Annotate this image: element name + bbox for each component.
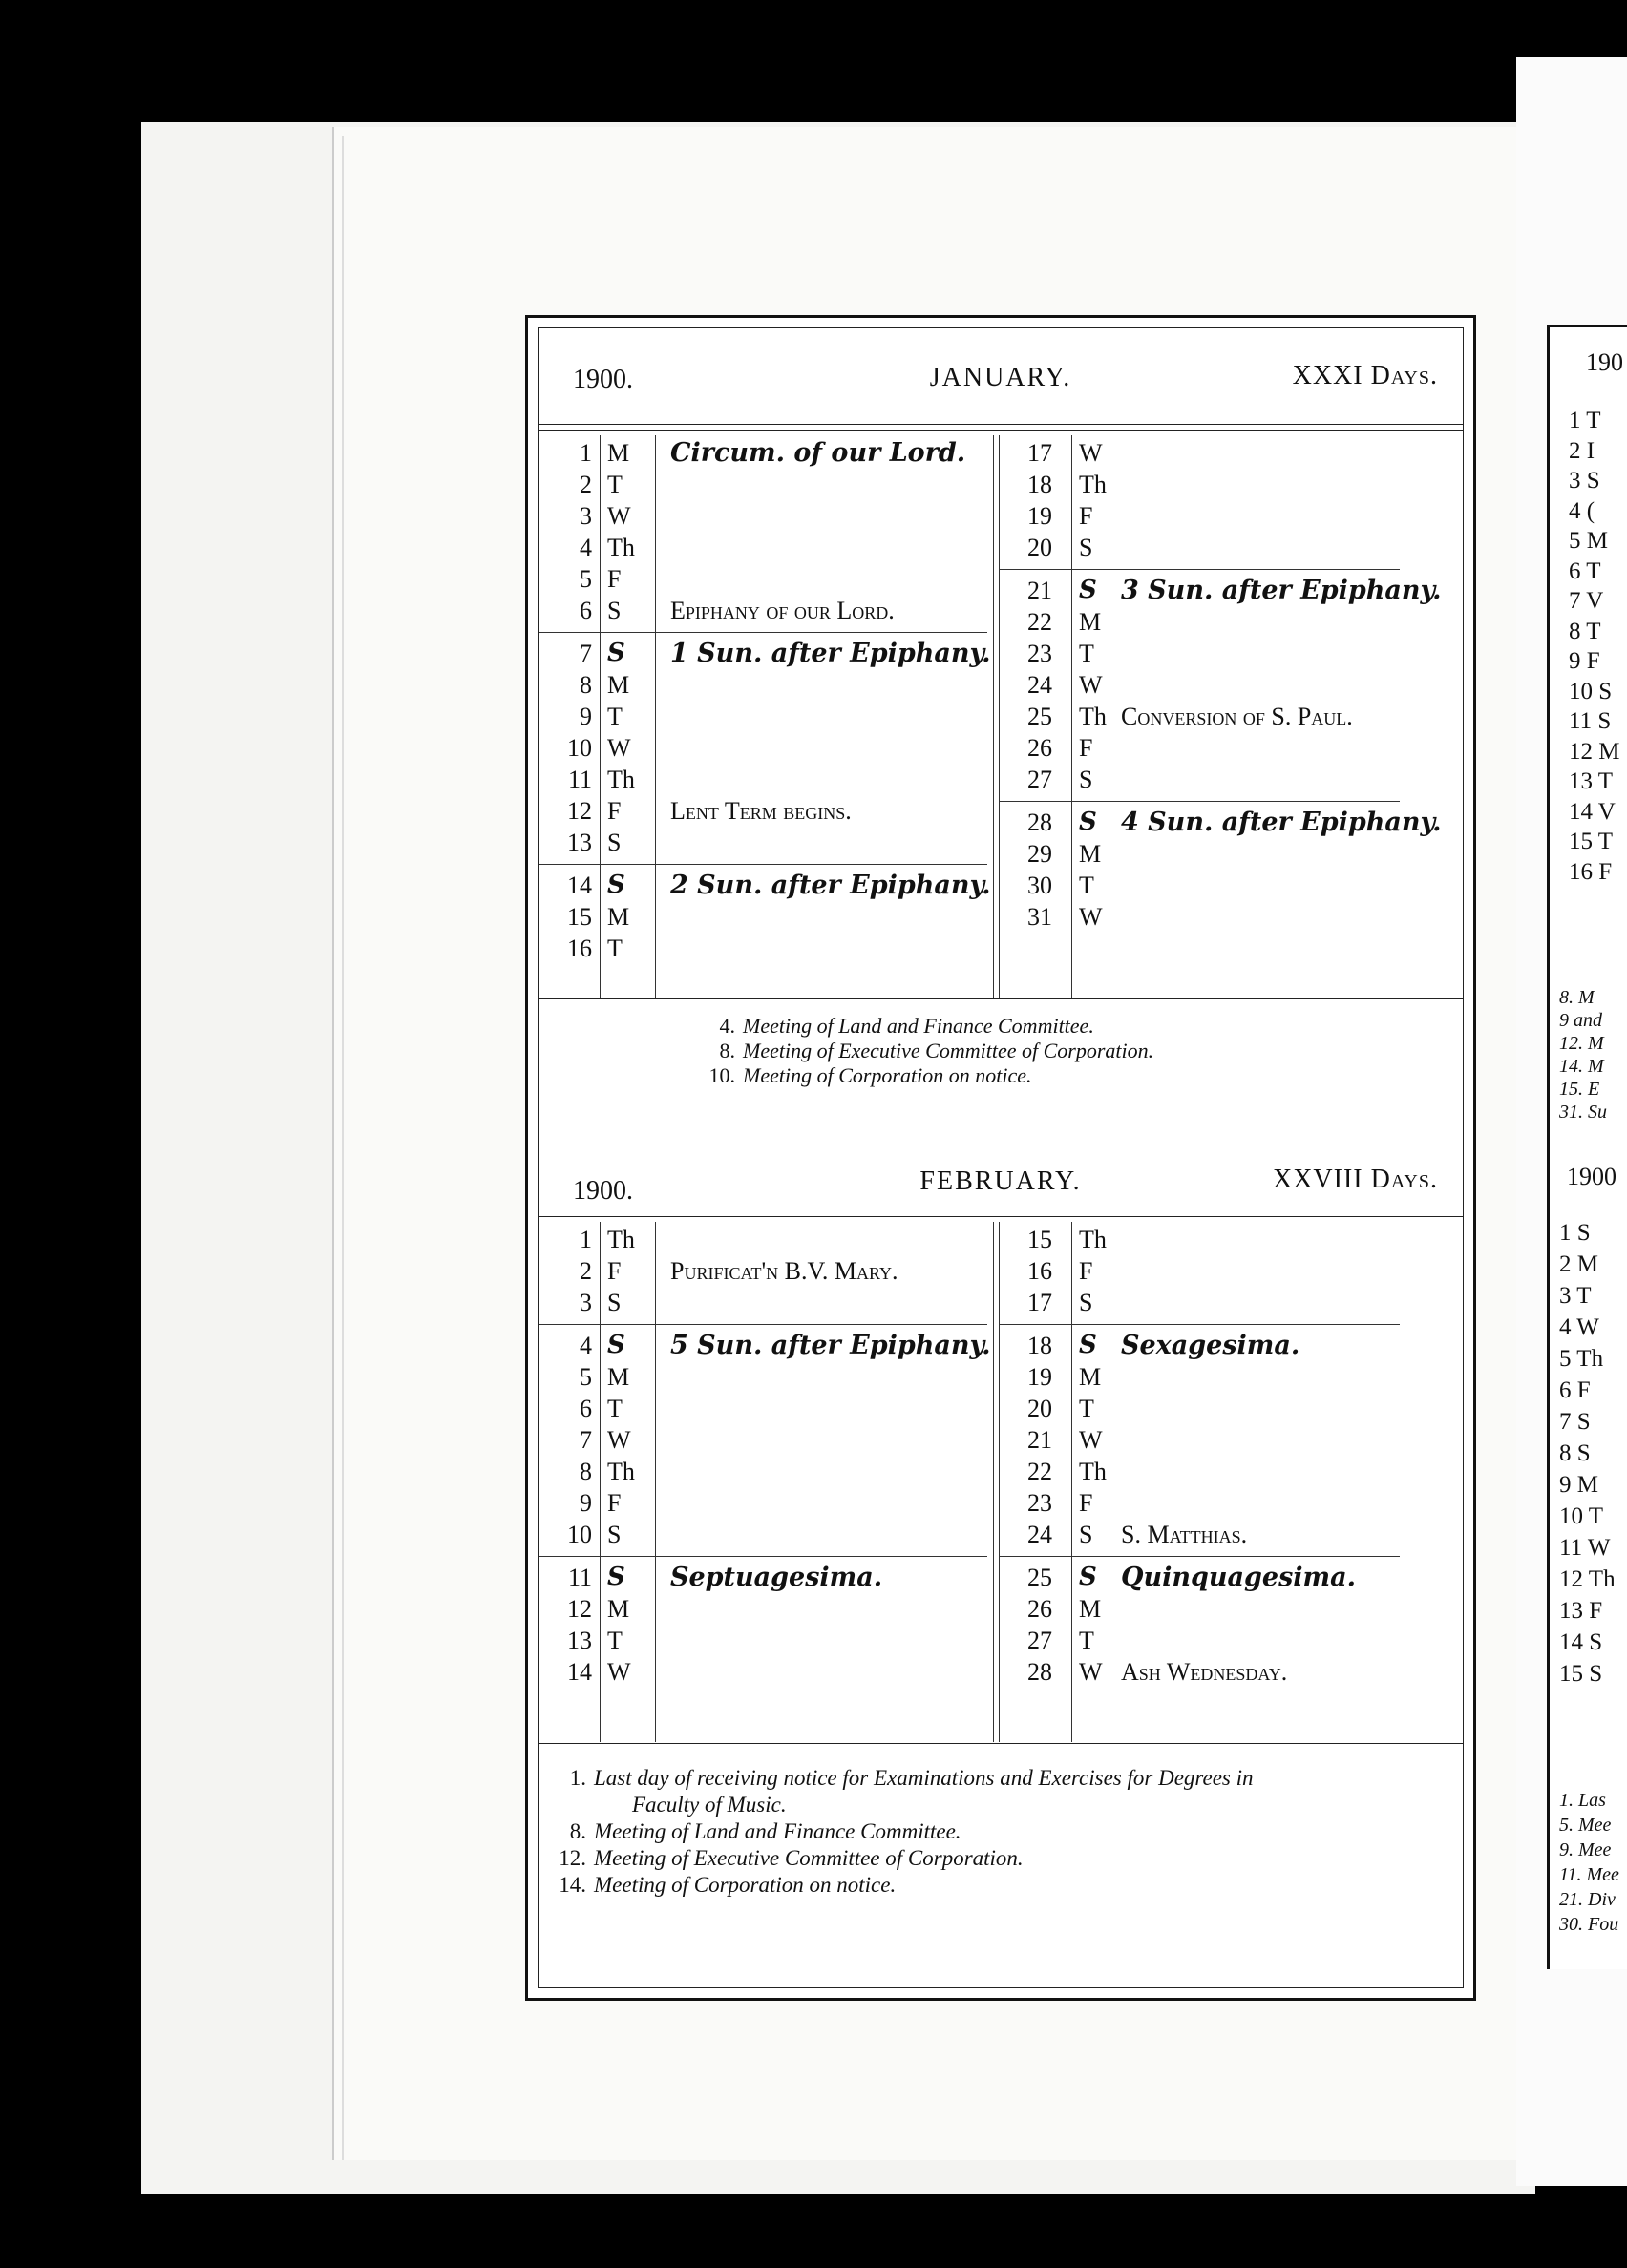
weekday: W	[607, 734, 631, 762]
facing-page-calendar	[1547, 325, 1627, 1969]
january-day-row	[539, 807, 1463, 838]
day-number: 16	[1027, 1257, 1052, 1285]
day-number: 27	[1027, 766, 1052, 793]
weekday: Th	[1079, 471, 1107, 498]
note-text: Faculty of Music.	[632, 1793, 787, 1816]
weekday: Th	[1079, 1458, 1107, 1485]
weekday: F	[1079, 1489, 1093, 1517]
day-number: 1	[580, 439, 592, 467]
weekday: F	[607, 565, 622, 593]
weekday: S	[607, 1521, 622, 1548]
note-number: 4.	[719, 1014, 735, 1038]
day-number: 28	[1027, 1658, 1052, 1686]
weekday: F	[1079, 1257, 1093, 1285]
february-days: XXVIII Days.	[1272, 1165, 1438, 1194]
day-event: 2 Sun. after Epiphany.	[670, 871, 991, 900]
weekday: W	[1079, 439, 1103, 467]
day-number: 29	[1027, 840, 1052, 868]
day-number: 10	[567, 734, 592, 762]
day-event: Ash Wednesday.	[1121, 1658, 1288, 1686]
weekday: S	[1079, 576, 1097, 604]
note-number: 14.	[559, 1873, 586, 1897]
note-text: Meeting of Corporation on notice.	[594, 1873, 897, 1897]
february-day-row	[539, 1361, 1463, 1393]
note-number: 1.	[569, 1766, 586, 1790]
note-text: Meeting of Corporation on notice.	[743, 1063, 1032, 1087]
february-day-row	[539, 1625, 1463, 1656]
facing-rows-1: 1 T 2 I 3 S 4 ( 5 M 6 T 7 V 8 T 9 F 10 S 11 S 12 M 13 T 14 V 15 T 16 F	[1569, 408, 1620, 885]
january-day-row	[539, 606, 1463, 638]
day-number: 16	[567, 934, 592, 962]
january-grid	[539, 435, 1463, 998]
january-days: XXXI Days.	[1292, 361, 1438, 390]
weekday: S	[607, 829, 622, 856]
day-event: Sexagesima.	[1121, 1331, 1300, 1360]
january-day-row	[539, 437, 1463, 469]
february-day-row	[539, 1224, 1463, 1255]
day-number: 3	[580, 1289, 592, 1316]
weekday: W	[607, 1426, 631, 1454]
note-line	[552, 1845, 1254, 1872]
february-day-row	[539, 1593, 1463, 1625]
weekday: Th	[607, 766, 635, 793]
day-event: Circum. of our Lord.	[670, 438, 966, 468]
note-line	[552, 1765, 1254, 1792]
day-number: 20	[1027, 1395, 1052, 1422]
january-header	[539, 355, 1463, 403]
february-notes	[552, 1765, 1254, 1899]
day-event: Epiphany of our Lord.	[670, 597, 895, 624]
day-number: 21	[1027, 577, 1052, 604]
weekday: T	[607, 934, 623, 962]
day-number: 24	[1027, 671, 1052, 699]
note-number: 8.	[569, 1819, 586, 1843]
weekday: S	[1079, 1289, 1093, 1316]
facing-notes-1: 8. M 9 and 12. M 14. M 15. E 31. Su	[1559, 987, 1607, 1123]
note-number: 10.	[708, 1063, 735, 1087]
day-number: 11	[567, 1564, 592, 1591]
day-number: 3	[580, 502, 592, 530]
day-number: 27	[1027, 1627, 1052, 1654]
weekday: F	[1079, 734, 1093, 762]
day-number: 11	[567, 766, 592, 793]
day-number: 8	[580, 671, 592, 699]
weekday: T	[1079, 640, 1094, 667]
day-number: 24	[1027, 1521, 1052, 1548]
note-text: Meeting of Land and Finance Committee.	[594, 1819, 961, 1843]
note-number: 8.	[719, 1039, 735, 1062]
day-number: 13	[567, 829, 592, 856]
day-number: 4	[580, 534, 592, 561]
february-day-row	[539, 1255, 1463, 1287]
weekday: W	[1079, 903, 1103, 931]
note-text: Last day of receiving notice for Examinations and Exercises for Degrees in	[594, 1766, 1254, 1790]
weekday: W	[1079, 671, 1103, 699]
january-day-row	[539, 532, 1463, 563]
january-day-row	[539, 764, 1463, 795]
day-number: 7	[580, 640, 592, 667]
february-year: 1900.	[573, 1176, 633, 1206]
february-month: FEBRUARY.	[919, 1166, 1082, 1196]
weekday: S	[1079, 534, 1093, 561]
weekday: S	[607, 1331, 625, 1359]
note-line	[701, 1039, 1153, 1063]
note-text: Meeting of Executive Committee of Corporation.	[594, 1846, 1024, 1870]
day-number: 28	[1027, 808, 1052, 836]
day-number: 8	[580, 1458, 592, 1485]
weekday: F	[607, 797, 622, 825]
day-number: 14	[567, 1658, 592, 1686]
day-number: 15	[1027, 1226, 1052, 1253]
january-day-row	[539, 933, 1463, 964]
january-month: JANUARY.	[929, 363, 1072, 392]
weekday: T	[607, 1395, 623, 1422]
february-day-row	[539, 1424, 1463, 1456]
day-number: 9	[580, 703, 592, 730]
day-number: 26	[1027, 734, 1052, 762]
day-number: 23	[1027, 640, 1052, 667]
weekday: M	[1079, 608, 1102, 636]
day-number: 25	[1027, 1564, 1052, 1591]
day-event: 1 Sun. after Epiphany.	[670, 639, 991, 668]
facing-header-2: 1900	[1567, 1163, 1616, 1190]
day-number: 18	[1027, 471, 1052, 498]
weekday: W	[1079, 1658, 1103, 1686]
january-day-row	[539, 870, 1463, 901]
day-number: 5	[580, 1363, 592, 1391]
weekday: T	[607, 1627, 623, 1654]
note-line	[552, 1792, 1254, 1818]
note-line	[701, 1063, 1153, 1088]
day-event: 4 Sun. after Epiphany.	[1121, 808, 1442, 837]
day-number: 12	[567, 797, 592, 825]
weekday: Th	[607, 1458, 635, 1485]
day-number: 10	[567, 1521, 592, 1548]
january-day-row	[539, 901, 1463, 933]
weekday: W	[607, 1658, 631, 1686]
note-text: Meeting of Land and Finance Committee.	[743, 1014, 1094, 1038]
weekday: S	[1079, 1331, 1097, 1359]
february-header	[539, 1159, 1463, 1207]
day-number: 7	[580, 1426, 592, 1454]
day-number: 17	[1027, 1289, 1052, 1316]
weekday: W	[607, 502, 631, 530]
january-day-row	[539, 469, 1463, 500]
february-grid	[539, 1222, 1463, 1742]
day-event: Lent Term begins.	[670, 797, 852, 825]
day-event: S. Matthias.	[1121, 1521, 1248, 1548]
day-number: 25	[1027, 703, 1052, 730]
february-day-row	[539, 1519, 1463, 1550]
day-number: 31	[1027, 903, 1052, 931]
weekday: Th	[1079, 1226, 1107, 1253]
weekday: S	[1079, 1563, 1097, 1591]
february-day-row	[539, 1330, 1463, 1361]
day-number: 17	[1027, 439, 1052, 467]
day-number: 2	[580, 471, 592, 498]
note-line	[701, 1014, 1153, 1039]
day-number: 15	[567, 903, 592, 931]
january-day-row	[539, 669, 1463, 701]
day-event: Purificat'n B.V. Mary.	[670, 1257, 898, 1285]
weekday: S	[607, 1563, 625, 1591]
weekday: S	[1079, 766, 1093, 793]
february-day-row	[539, 1393, 1463, 1424]
weekday: M	[607, 903, 630, 931]
day-event: Quinquagesima.	[1121, 1563, 1357, 1592]
weekday: T	[1079, 1627, 1094, 1654]
february-day-row	[539, 1487, 1463, 1519]
january-day-row	[539, 701, 1463, 732]
weekday: M	[1079, 840, 1102, 868]
day-number: 14	[567, 872, 592, 899]
note-line	[552, 1872, 1254, 1899]
note-text: Meeting of Executive Committee of Corporation.	[743, 1039, 1154, 1062]
weekday: M	[607, 1595, 630, 1623]
day-number: 1	[580, 1226, 592, 1253]
weekday: S	[1079, 808, 1097, 836]
february-day-row	[539, 1456, 1463, 1487]
day-number: 22	[1027, 608, 1052, 636]
note-number: 12.	[559, 1846, 586, 1870]
weekday: F	[607, 1489, 622, 1517]
weekday: F	[607, 1257, 622, 1285]
weekday: S	[607, 1289, 622, 1316]
note-line	[552, 1818, 1254, 1845]
day-number: 19	[1027, 502, 1052, 530]
facing-notes-2: 1. Las 5. Mee 9. Mee 11. Mee 21. Div 30. Fou	[1559, 1790, 1619, 1935]
weekday: F	[1079, 502, 1093, 530]
day-number: 5	[580, 565, 592, 593]
february-day-row	[539, 1562, 1463, 1593]
weekday: S	[607, 597, 622, 624]
day-number: 6	[580, 597, 592, 624]
january-year: 1900.	[573, 365, 633, 394]
day-number: 22	[1027, 1458, 1052, 1485]
weekday: T	[1079, 872, 1094, 899]
day-event: 3 Sun. after Epiphany.	[1121, 576, 1442, 605]
february-day-row	[539, 1287, 1463, 1318]
january-day-row	[539, 838, 1463, 870]
day-number: 12	[567, 1595, 592, 1623]
day-number: 9	[580, 1489, 592, 1517]
weekday: M	[607, 439, 630, 467]
day-number: 30	[1027, 872, 1052, 899]
weekday: S	[607, 871, 625, 899]
day-number: 19	[1027, 1363, 1052, 1391]
day-number: 6	[580, 1395, 592, 1422]
january-day-row	[539, 732, 1463, 764]
weekday: M	[1079, 1595, 1102, 1623]
weekday: S	[607, 639, 625, 667]
weekday: Th	[607, 534, 635, 561]
day-number: 20	[1027, 534, 1052, 561]
weekday: M	[607, 671, 630, 699]
weekday: M	[1079, 1363, 1102, 1391]
day-number: 26	[1027, 1595, 1052, 1623]
day-number: 18	[1027, 1332, 1052, 1359]
january-day-row	[539, 500, 1463, 532]
calendar-inner-border	[538, 327, 1464, 1988]
day-event: 5 Sun. after Epiphany.	[670, 1331, 991, 1360]
weekday: Th	[607, 1226, 635, 1253]
facing-header-1: 190	[1586, 348, 1623, 376]
facing-rows-2: 1 S 2 M 3 T 4 W 5 Th 6 F 7 S 8 S 9 M 10 T 11 W 12 Th 13 F 14 S 15 S	[1559, 1220, 1616, 1687]
weekday: S	[1079, 1521, 1093, 1548]
day-number: 4	[580, 1332, 592, 1359]
day-number: 23	[1027, 1489, 1052, 1517]
january-day-row	[539, 638, 1463, 669]
calendar-frame	[525, 315, 1476, 2001]
day-event: Septuagesima.	[670, 1563, 883, 1592]
day-number: 21	[1027, 1426, 1052, 1454]
day-number: 2	[580, 1257, 592, 1285]
weekday: Th	[1079, 703, 1107, 730]
weekday: M	[607, 1363, 630, 1391]
january-notes	[701, 1014, 1153, 1088]
day-event: Conversion of S. Paul.	[1121, 703, 1353, 730]
weekday: T	[607, 471, 623, 498]
weekday: T	[1079, 1395, 1094, 1422]
weekday: T	[607, 703, 623, 730]
day-number: 13	[567, 1627, 592, 1654]
weekday: W	[1079, 1426, 1103, 1454]
january-day-row	[539, 575, 1463, 606]
february-day-row	[539, 1656, 1463, 1688]
